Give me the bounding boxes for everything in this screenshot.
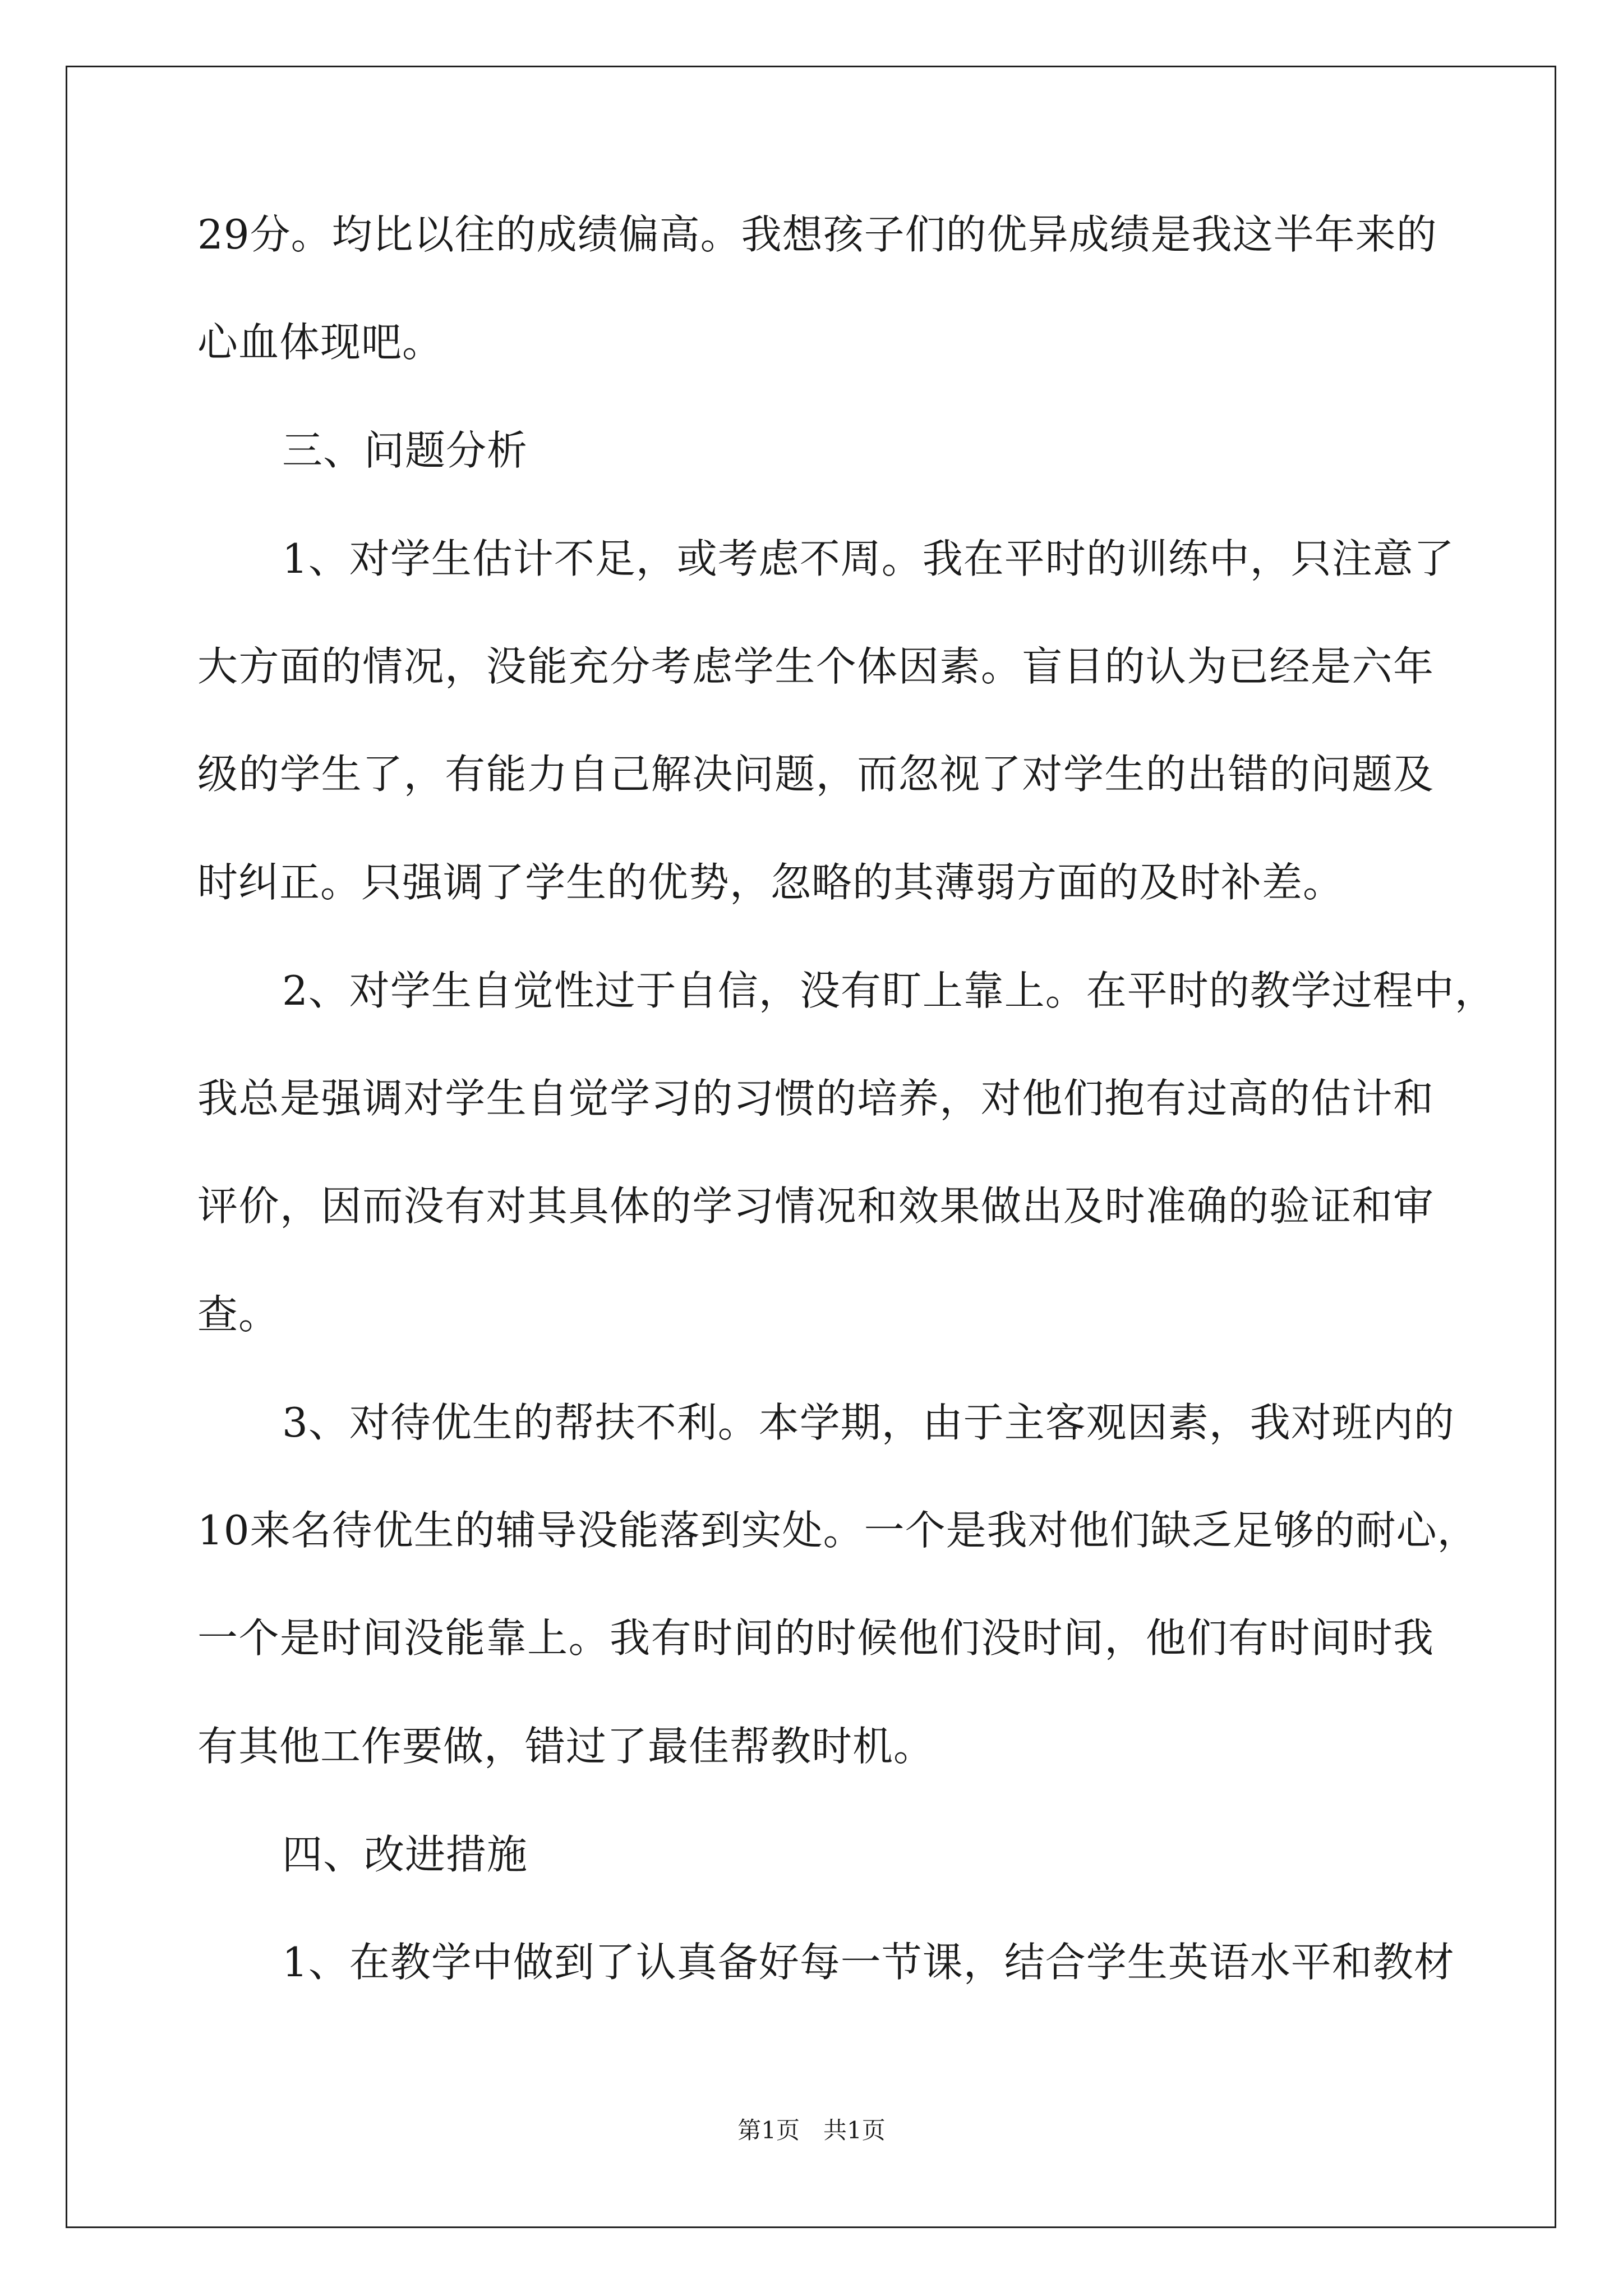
paragraph-line: 时纠正。只强调了学生的优势，忽略的其薄弱方面的及时补差。 bbox=[197, 859, 1344, 906]
section-heading: 四、改进措施 bbox=[282, 1831, 528, 1878]
paragraph-line: 大方面的情况，没能充分考虑学生个体因素。盲目的认为已经是六年 bbox=[197, 643, 1434, 690]
paragraph-line: 10来名待优生的辅导没能落到实处。一个是我对他们缺乏足够的耐心， bbox=[197, 1507, 1478, 1554]
paragraph-line: 1、对学生估计不足，或考虑不周。我在平时的训练中，只注意了 bbox=[282, 535, 1455, 582]
paragraph-line: 查。 bbox=[197, 1291, 280, 1338]
paragraph-line: 29分。均比以往的成绩偏高。我想孩子们的优异成绩是我这半年来的 bbox=[197, 211, 1437, 258]
paragraph-line: 心血体现吧。 bbox=[197, 319, 444, 366]
section-heading: 三、问题分析 bbox=[282, 427, 528, 474]
paragraph-line: 2、对学生自觉性过于自信，没有盯上靠上。在平时的教学过程中， bbox=[282, 967, 1496, 1014]
paragraph-line: 级的学生了，有能力自己解决问题，而忽视了对学生的出错的问题及 bbox=[197, 751, 1434, 798]
page-footer: 第1页 共1页 bbox=[737, 2116, 886, 2144]
paragraph-line: 有其他工作要做，错过了最佳帮教时机。 bbox=[197, 1723, 935, 1770]
paragraph-line: 1、在教学中做到了认真备好每一节课，结合学生英语水平和教材 bbox=[282, 1939, 1455, 1986]
paragraph-line: 3、对待优生的帮扶不利。本学期，由于主客观因素，我对班内的 bbox=[282, 1399, 1455, 1446]
paragraph-line: 我总是强调对学生自觉学习的习惯的培养，对他们抱有过高的估计和 bbox=[197, 1075, 1434, 1122]
paragraph-line: 一个是时间没能靠上。我有时间的时候他们没时间，他们有时间时我 bbox=[197, 1614, 1434, 1662]
paragraph-line: 评价，因而没有对其具体的学习情况和效果做出及时准确的验证和审 bbox=[197, 1182, 1434, 1230]
page-border bbox=[66, 66, 1556, 2228]
